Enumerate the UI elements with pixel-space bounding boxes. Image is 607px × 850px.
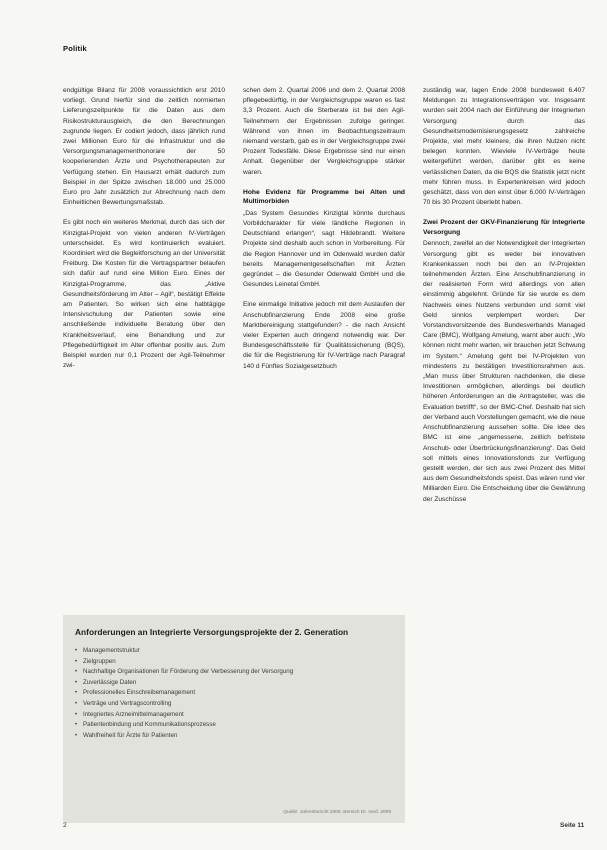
bullet-icon: • bbox=[75, 678, 78, 686]
bullet-icon: • bbox=[75, 647, 78, 654]
page-number: 2 bbox=[63, 822, 67, 829]
list-item: • Verträge und Vertragscontrolling bbox=[75, 699, 393, 710]
list-item: • Patientenbindung und Kommunikationsprozesse bbox=[75, 720, 393, 731]
bullet-icon: • bbox=[75, 668, 78, 676]
subheading: Zwei Prozent der GKV-Finanzierung für Integrierte Versorgung bbox=[423, 219, 585, 236]
text-column-1 bbox=[63, 86, 225, 381]
list-item: • Nachhaltige Organisationen für Förderung der Verbesserung der Versorgung bbox=[75, 667, 393, 678]
bullet-icon: • bbox=[75, 710, 78, 718]
bullet-icon: • bbox=[75, 689, 78, 697]
list-item: • Professionelles Einschreibemanagement bbox=[75, 688, 393, 699]
list-item: • Zuverlässige Daten bbox=[75, 678, 393, 689]
paragraph: schen dem 2. Quartal 2006 und dem 2. Quartal 2008 pflegebedürftig, in der Vergleichsgruppe waren es fast 3,3 Prozent. Auch die Sterberate ist bei den Agil-Teilnehmern der Ergebnissen zufolge geringer. Während von ihnen im Beobachtungszeitraum niemand verstarb, gab es in der Vergleichsgruppe zwei Prozent Todesfälle. Diese Ergebnisse sind nur einen Anhalt. Gegenüber der Vergleichsgruppe stärker waren. bbox=[243, 87, 405, 176]
bullet-icon: • bbox=[75, 657, 78, 665]
text-column-2 bbox=[243, 86, 405, 382]
section-label: Politik bbox=[63, 44, 87, 53]
bullet-icon: • bbox=[75, 721, 78, 729]
list-item: • Zielgruppen bbox=[75, 657, 393, 668]
bullet-icon: • bbox=[75, 731, 78, 739]
paragraph: Dennoch, zweifel an der Notwendigkeit der Integrierten Versorgung gibt es weder bei innovativen Krankenkassen noch bei den an IV-Projekten teilnehmenden Ärzten. Eine Anschubfinanzierung in der realisierten Form wird allerdings von allen einstimmig abgelehnt. Gründe für sie wurde es dem Nachweis eines Nutzens verbunden und somit viel Geld sinnlos verplempert worden. Der Vorstandsvorsitzende des Bundesverbands Managed Care (BMC), Wolfgang Amelung, warnt aber auch: „Wo können nicht mehr warten, wir brauchen jetzt Schwung im System.“ Amelung geht bei IV-Projekten von mindestens zu bestätigen Investitionsrahmen aus. „Man muss über Strukturen nachdenken, die diese Investitionen ermöglichen, allerdings bei deutlich höheren Anforderungen an die Antragsteller, was die Evaluation betrifft“, so der BMC-Chef. Deshalb hat sich der Verband auch Vorstellungen gemacht, wie die neue Anschubfinanzierung aussehen sollte. Die Idee des BMC ist eine „angemessene, zeitlich befristete Anschub- oder Überbrückungsfinanzierung“. Das Geld soll mittels eines Innovationsfonds zur Verfügung gestellt werden, der sich aus zwei Prozent des Mittel aus dem Gesundheitsfonds speist. Das wären rund vier Milliarden Euro. Die Entscheidung über die Gewährung der Zuschüsse bbox=[423, 240, 585, 503]
list-item: • Managementstruktur bbox=[75, 646, 393, 657]
subheading: Hohe Evidenz für Programme bei Alten und Multimorbiden bbox=[243, 188, 405, 206]
info-box bbox=[63, 615, 405, 823]
paragraph: „Das System Gesundes Kinzigtal könnte durchaus Vorbildcharakter für viele ländliche Regionen in Deutschland erlangen“, sagt Hildebrandt. Weitere Projekte sind deshalb auch schon in Vorbereitung. Für die Region Hannover und im Odenwald wurden dafür bereits Managementgesellschaften mit Ärzten gegründet – die Gesunder Odenwald GmbH und die Gesundes Leinetal GmbH. bbox=[243, 209, 405, 289]
list-item: • Wahlfreiheit für Ärzte für Patienten bbox=[75, 731, 393, 742]
info-box-source: Quelle: Jahresbericht 2009, Bereich Dr. med. 2009 bbox=[283, 810, 391, 815]
paragraph: Es gibt noch ein weiteres Merkmal, durch das sich der Kinzigtal-Projekt von vielen anderen IV-Verträgen unterscheidet. Es wird kontinuierlich evaluiert. Koordiniert wird die Begleitforschung an der Universität Freiburg. Die Kosten für die Vertragspartner belaufen sich dafür auf rund eine Million Euro. Eines der Kinzigtal-Programme, das „Aktive Gesundheitsförderung im Alter – Agil“, bestätigt Effekte am Patienten. So wirken sich eine halbtägige Intensivschulung der Patienten sowie eine anschließende individuelle Beratung über den Krankheitsverlauf, eine Behandlung und zur Pflegebedürftigkeit im Alter offenbar positiv aus. Zum Beispiel wurden nur 0,1 Prozent der Agil-Teilnehmer zwi- bbox=[63, 219, 225, 370]
journal-folio: Seite 11 bbox=[560, 822, 585, 829]
paragraph: endgültige Bilanz für 2008 voraussichtlich erst 2010 vorliegt. Grund hierfür sind die zeitlich normierten Lieferungszeitpunkte für die Daten aus dem Risikostrukturausgleich, die den Berechnungen zugrunde liegen. Er codiert jedoch, dass jährlich rund zwei Millionen Euro für die Infrastruktur und die Versorgungsmanagementhonorare der 50 kooperierenden Ärzte und Psychotherapeuten zur Verfügung stehen. Ein Hausarzt erhält dadurch zum Beispiel in der Spitze zwischen 18.000 und 25.000 Euro pro Jahr zusätzlich zur Abrechnung nach dem Einheitlichen Bewertungsmaßstab. bbox=[63, 87, 225, 207]
paragraph: Eine einmalige Initiative jedoch mit dem Auslaufen der Anschubfinanzierung Ende 2008 eine große Marktbereinigung stattgefunden? - die nach Ansicht vieler Experten auch dringend notwendig war. Der Bundesgeschäftsstelle für Qualitätssicherung (BQS), die für die Registrierung für IV-Verträge nach Paragraf 140 d Fünftes Sozialgesetzbuch bbox=[243, 301, 405, 370]
list-item: • Integriertes Arzneimittelmanagement bbox=[75, 710, 393, 721]
info-box-title: Anforderungen an Integrierte Versorgungsprojekte der 2. Generation bbox=[75, 627, 349, 637]
text-column-3 bbox=[423, 86, 585, 515]
requirements-list bbox=[75, 646, 393, 741]
paragraph: zuständig war, lagen Ende 2008 bundesweit 6.407 Meldungen zu Integrationsverträgen vor. Insgesamt wurden seit 2004 nach der Einführung der Integrierten Versorgung durch das Gesundheitsmodernisierungsgesetz zahlreiche Projekte, viel mehr kleinere, die ihren Nutzen nicht belegen konnten. Wieviele IV-Verträge heute weitergeführt werden, darüber gibt es keine verlässlichen Daten, da die BQS die Statistik jetzt nicht mehr führen muss. In Expertenkreisen wird jedoch geschätzt, dass von den einst über 6.000 IV-Verträgen 70 bis 30 Prozent überlebt haben. bbox=[423, 87, 585, 207]
bullet-icon: • bbox=[75, 699, 78, 707]
